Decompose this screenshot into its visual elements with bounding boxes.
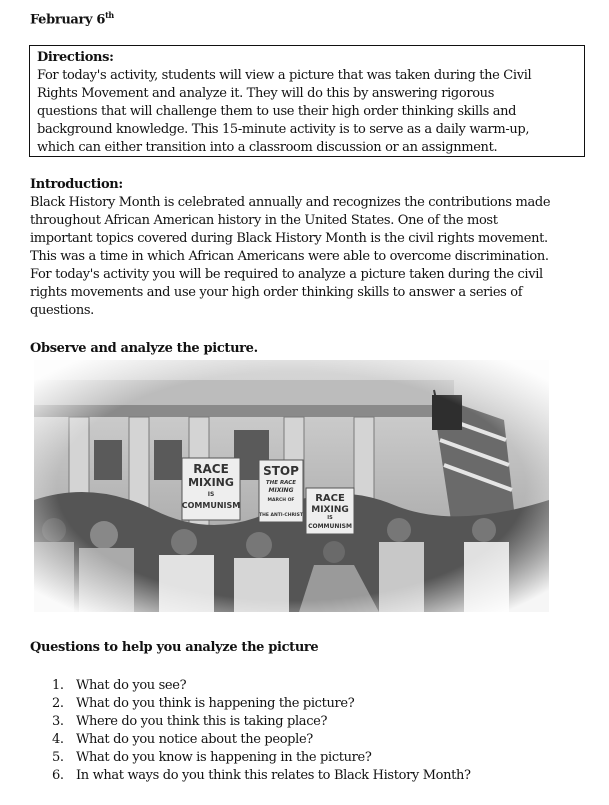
introduction-line: This was a time in which African Americans were able to overcome discrimination. (30, 249, 549, 264)
question-item (52, 767, 471, 785)
svg-text:IS: IS (207, 491, 215, 498)
sign-race-mixing-left (182, 458, 241, 520)
svg-text:MIXING: MIXING (268, 487, 294, 494)
questions-list (52, 677, 471, 785)
directions-line: Rights Movement and analyze it. They will do this by answering rigorous (37, 86, 495, 101)
question-number: 2. (52, 696, 64, 711)
svg-text:IS: IS (327, 515, 333, 521)
directions-line: which can either transition into a classroom discussion or an assignment. (37, 140, 498, 155)
directions-heading: Directions: (37, 50, 114, 65)
question-number: 4. (52, 732, 64, 747)
question-text: What do you see? (76, 678, 187, 693)
question-item (52, 731, 471, 749)
sign-stop-race-mixing (259, 460, 304, 522)
sign-race-mixing-right (306, 488, 354, 534)
svg-text:RACE: RACE (193, 462, 229, 476)
question-text: Where do you think this is taking place? (76, 714, 328, 729)
question-number: 1. (52, 678, 64, 693)
date-suffix: th (105, 10, 114, 20)
question-number: 3. (52, 714, 64, 729)
svg-text:STOP: STOP (263, 464, 299, 478)
civil-rights-photo (34, 360, 549, 612)
introduction-line: For today's activity you will be required to analyze a picture taken during the civil (30, 267, 543, 282)
question-text: What do you notice about the people? (76, 732, 313, 747)
introduction-line: Black History Month is celebrated annually and recognizes the contributions made (30, 195, 551, 210)
introduction-section (30, 176, 550, 320)
date-text: February 6 (30, 12, 106, 28)
question-text: In what ways do you think this relates to Black History Month? (76, 768, 471, 783)
svg-text:MARCH OF: MARCH OF (267, 498, 295, 503)
svg-text:COMMUNISM: COMMUNISM (308, 523, 352, 530)
directions-line: questions that will challenge them to use their high order thinking skills and (37, 104, 517, 119)
directions-box (29, 45, 585, 157)
question-item (52, 695, 471, 713)
question-text: What do you know is happening in the picture? (76, 750, 372, 765)
svg-text:RACE: RACE (315, 493, 345, 504)
question-item (52, 677, 471, 695)
introduction-line: questions. (30, 303, 94, 318)
introduction-heading: Introduction: (30, 177, 123, 192)
svg-text:MIXING: MIXING (188, 476, 234, 489)
introduction-line: important topics covered during Black History Month is the civil rights movement. (30, 231, 548, 246)
introduction-line: rights movements and use your high order thinking skills to answer a series of (30, 285, 523, 300)
svg-text:THE ANTI-CHRIST: THE ANTI-CHRIST (259, 513, 303, 518)
question-number: 6. (52, 768, 64, 783)
page-date (30, 10, 114, 27)
svg-text:MIXING: MIXING (311, 505, 349, 515)
question-number: 5. (52, 750, 64, 765)
question-item (52, 713, 471, 731)
question-text: What do you think is happening the picture? (76, 696, 355, 711)
svg-text:THE RACE: THE RACE (265, 480, 297, 486)
directions-line: background knowledge. This 15-minute activity is to serve as a daily warm-up, (37, 122, 530, 137)
directions-line: For today's activity, students will view a picture that was taken during the Civil (37, 68, 532, 83)
question-item (52, 749, 471, 767)
observe-heading: Observe and analyze the picture. (30, 341, 258, 356)
introduction-line: throughout African American history in the United States. One of the most (30, 213, 498, 228)
svg-text:COMMUNISM: COMMUNISM (181, 501, 241, 510)
questions-heading: Questions to help you analyze the picture (30, 640, 319, 655)
